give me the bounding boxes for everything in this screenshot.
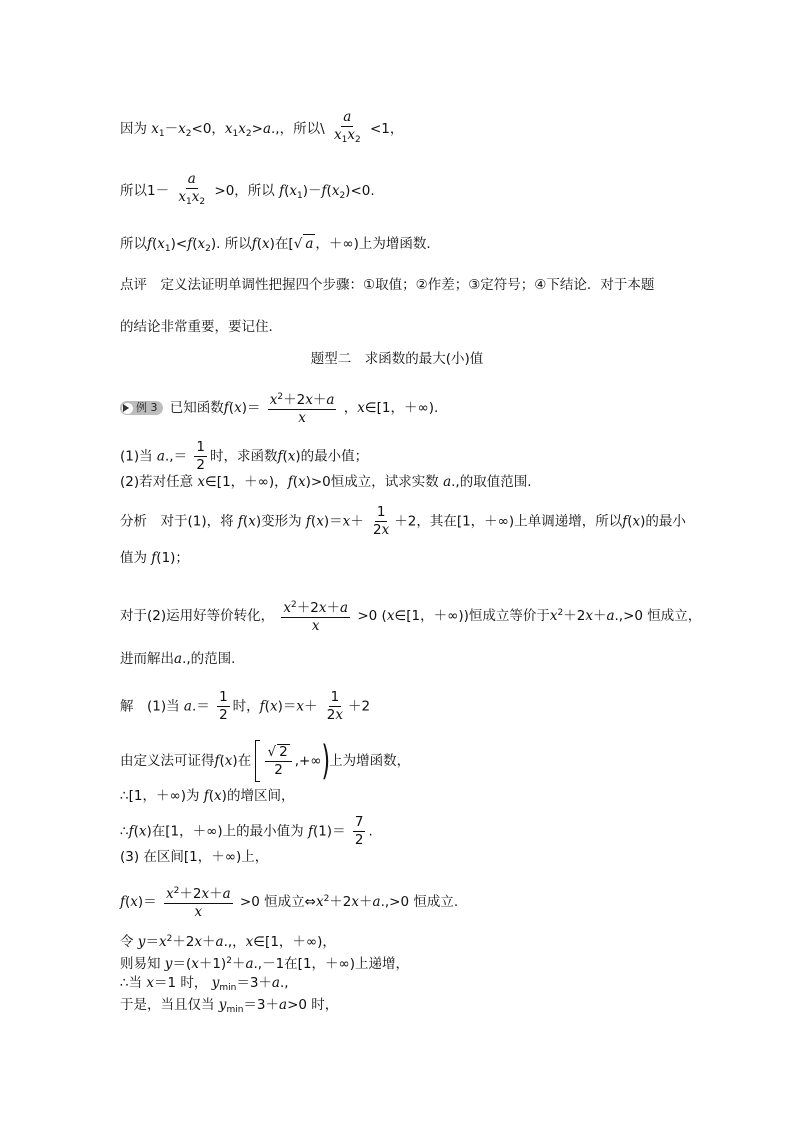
text: ； [175, 550, 189, 566]
text: . 所以 [216, 236, 252, 252]
text: ＝3＋ [236, 975, 272, 991]
fraction: $\frac{a}{x_1x_2}$ [333, 109, 361, 145]
text: ＝ [145, 934, 159, 950]
solution-line-1: 解 (1)当 a.＝ $\frac{1}{2}$ 时，f(x)＝x＋ $\frac{1}{2x}$ ＋2 [120, 689, 371, 723]
text: >0 恒成立. [389, 894, 459, 910]
text: 时，求函数 [209, 448, 278, 465]
solution-line-4: ∴f(x)在[1，＋∞)上的最小值为 f(1)＝ $\frac{7}{2}$ . [120, 814, 373, 848]
remark-line-1: 点评 定义法证明单调性把握四个步骤：①取值；②作差；③定符号；④下结论．对于本题 [120, 277, 655, 293]
solution-line-10: 于是，当且仅当 $y_{min}=3+a>0$ 时， [120, 997, 339, 1015]
example-badge [120, 401, 163, 415]
text: 上为增函数， [329, 753, 411, 769]
fraction: $\frac{1}{2}$ [219, 689, 228, 723]
text: (2)若对任意 [120, 474, 194, 490]
proof-line-1: 因为 $x_1-x_2<0$，$x_1x_2>a$.,，所以\ $\frac{a}{x_1x_2}$ <1， [120, 110, 403, 148]
text: 的范围. [190, 651, 236, 667]
text: 在[ [274, 236, 294, 252]
text: 的增区间， [226, 788, 295, 804]
example-3-statement: 例 3 已知函数f(x)＝ $\frac{x^2+2x+a}{x}$ ，x∈[1，＋∞). [120, 390, 438, 426]
text: >0 恒成立⇔ [239, 894, 316, 910]
text: ∴当 [120, 975, 143, 991]
text: ，所以\ [279, 121, 325, 137]
section-heading: 题型二 求函数的最大(小)值 [310, 351, 484, 367]
solution-line-9: ∴当 x＝1 时， $y_{min}=3+a$., [120, 975, 289, 993]
analysis-line-4: 进而解出a.,的范围. [120, 651, 236, 667]
text: ＝ [246, 400, 261, 416]
text: ∴ [120, 823, 129, 840]
text: ，＋∞)上为增函数. [315, 236, 431, 252]
text: . [368, 823, 373, 840]
text: 所以1－ [120, 183, 170, 199]
fraction: $\frac{x^2+2x+a}{x}$ [283, 600, 349, 634]
text: ＝ [196, 698, 210, 715]
text: >0 ( [357, 608, 387, 624]
text: 解 (1)当 [120, 698, 180, 715]
text: (1)当 [120, 448, 153, 465]
remark-line-2: 的结论非常重要，要记住． [120, 319, 282, 335]
text: 所以 [120, 236, 147, 252]
text: 的取值范围. [459, 474, 532, 490]
analysis-line-1: 分析 对于(1)，将 f(x)变形为 f(x)＝x＋ $\frac{1}{2x}$ ＋2，其在[1，＋∞)上单调递增，所以f(x)的最小 [120, 504, 686, 538]
text: 的最小 [645, 513, 686, 530]
fraction: $\frac{1}{2}$ [196, 439, 205, 473]
text: ＝ [143, 894, 157, 910]
text: ∈[1，＋∞))恒成立等价于 [394, 608, 550, 624]
play-icon [122, 403, 133, 414]
text: ＝ [282, 698, 297, 715]
text: 已知函数 [169, 400, 224, 416]
solution-line-5: (3) 在区间[1，＋∞)上， [120, 849, 269, 865]
text: 值为 [120, 550, 147, 566]
text: 进而解出 [120, 651, 174, 667]
text: 分析 对于(1)，将 [120, 513, 234, 530]
fraction: $\frac{x^2+2x+a}{x}$ [269, 392, 335, 426]
numerator: a [343, 109, 352, 125]
solution-line-2: 由定义法可证得f(x)在 $\frac{√ 2}{2}$ ,+∞)上为增函数， [120, 738, 411, 784]
fraction: $\frac{x^2+2x+a}{x}$ [165, 886, 231, 920]
text: ＝ [172, 956, 186, 972]
fraction: $\frac{a}{x_1x_2}$ [178, 171, 206, 207]
text: 因为 [120, 121, 147, 137]
text: ＝3＋ [243, 997, 280, 1013]
text: ， [343, 400, 358, 416]
analysis-line-3: 对于(2)运用好等价转化， $\frac{x^2+2x+a}{x}$ >0 (x∈[1，＋∞))恒成立等价于$x^2+2x+a.,>0$ 恒成立， [120, 600, 702, 634]
text: 在[1，＋∞)上的最小值为 [151, 823, 304, 840]
text: 在 [237, 753, 252, 769]
question-2: (2)若对任意 x∈[1，＋∞)，f(x)>0恒成立，试求实数 a.,的取值范围. [120, 474, 532, 490]
question-1: (1)当 a.,＝ $\frac{1}{2}$ 时，求函数f(x)的最小值； [120, 439, 369, 473]
text: 的最小值； [300, 448, 369, 465]
text: ＝ [173, 448, 188, 465]
fraction: $\frac{√ 2}{2}$ [265, 744, 291, 778]
text: ，其在[1，＋∞)上单调递增，所以 [416, 513, 623, 530]
fraction: $\frac{1}{2x}$ [373, 504, 390, 538]
text: 时， [232, 698, 260, 715]
fraction: $\frac{7}{2}$ [354, 814, 364, 848]
text: >0 恒成立， [623, 608, 702, 624]
text: ＝ [332, 823, 346, 840]
text: ＝1 时， [154, 975, 208, 991]
text: <0. [350, 183, 375, 199]
proof-line-2: 所以1－ $\frac{a}{x_1x_2}$ >0，所以 $f(x_1)-f(x_2)<0$. [120, 172, 375, 210]
text: 于是，当且仅当 [120, 997, 215, 1013]
text: 在[1，＋∞)上递增， [284, 956, 410, 972]
text: ∴[1，＋∞)为 [120, 788, 200, 804]
text: 变形为 [261, 513, 302, 530]
text: >0恒成立，试求实数 [310, 474, 439, 490]
solution-line-6: f(x)＝ $\frac{x^2+2x+a}{x}$ >0 恒成立$\Leftrightarrow x^2+2x+a.,>0$ 恒成立. [120, 886, 459, 920]
proof-line-3: 所以$f(x_1)<f(x_2)$. 所以f(x)在[√ a ，＋∞)上为增函数. [120, 236, 431, 254]
text: >0 时， [287, 997, 339, 1013]
text: 由定义法可证得 [120, 753, 215, 769]
text: 令 [120, 934, 134, 950]
text: ， [232, 934, 246, 950]
text: ∈[1，＋∞). [364, 400, 439, 416]
text: >0，所以 [214, 183, 275, 199]
solution-line-3: ∴[1，＋∞)为 f(x)的增区间， [120, 788, 295, 804]
text: ∈[1，＋∞)， [253, 934, 336, 950]
right-paren: ) [321, 738, 330, 784]
text: 对于(2)运用好等价转化， [120, 608, 275, 624]
fraction: $\frac{1}{2x}$ [326, 689, 343, 723]
badge-label: 例 3 [136, 401, 158, 414]
analysis-line-2: 值为 f(1)； [120, 550, 189, 566]
text: <0， [191, 121, 225, 137]
solution-line-8: 则易知 $y=(x+1)^2+a.,-1$在[1，＋∞)上递增， [120, 956, 410, 972]
left-bracket [255, 740, 260, 782]
text: 则易知 [120, 956, 161, 972]
solution-line-7: 令 $y=x^2+2x+a$.,，x∈[1，＋∞)， [120, 934, 336, 950]
text: ∈[1，＋∞)， [205, 474, 288, 490]
text: > [251, 121, 263, 137]
text: <1， [369, 121, 404, 137]
